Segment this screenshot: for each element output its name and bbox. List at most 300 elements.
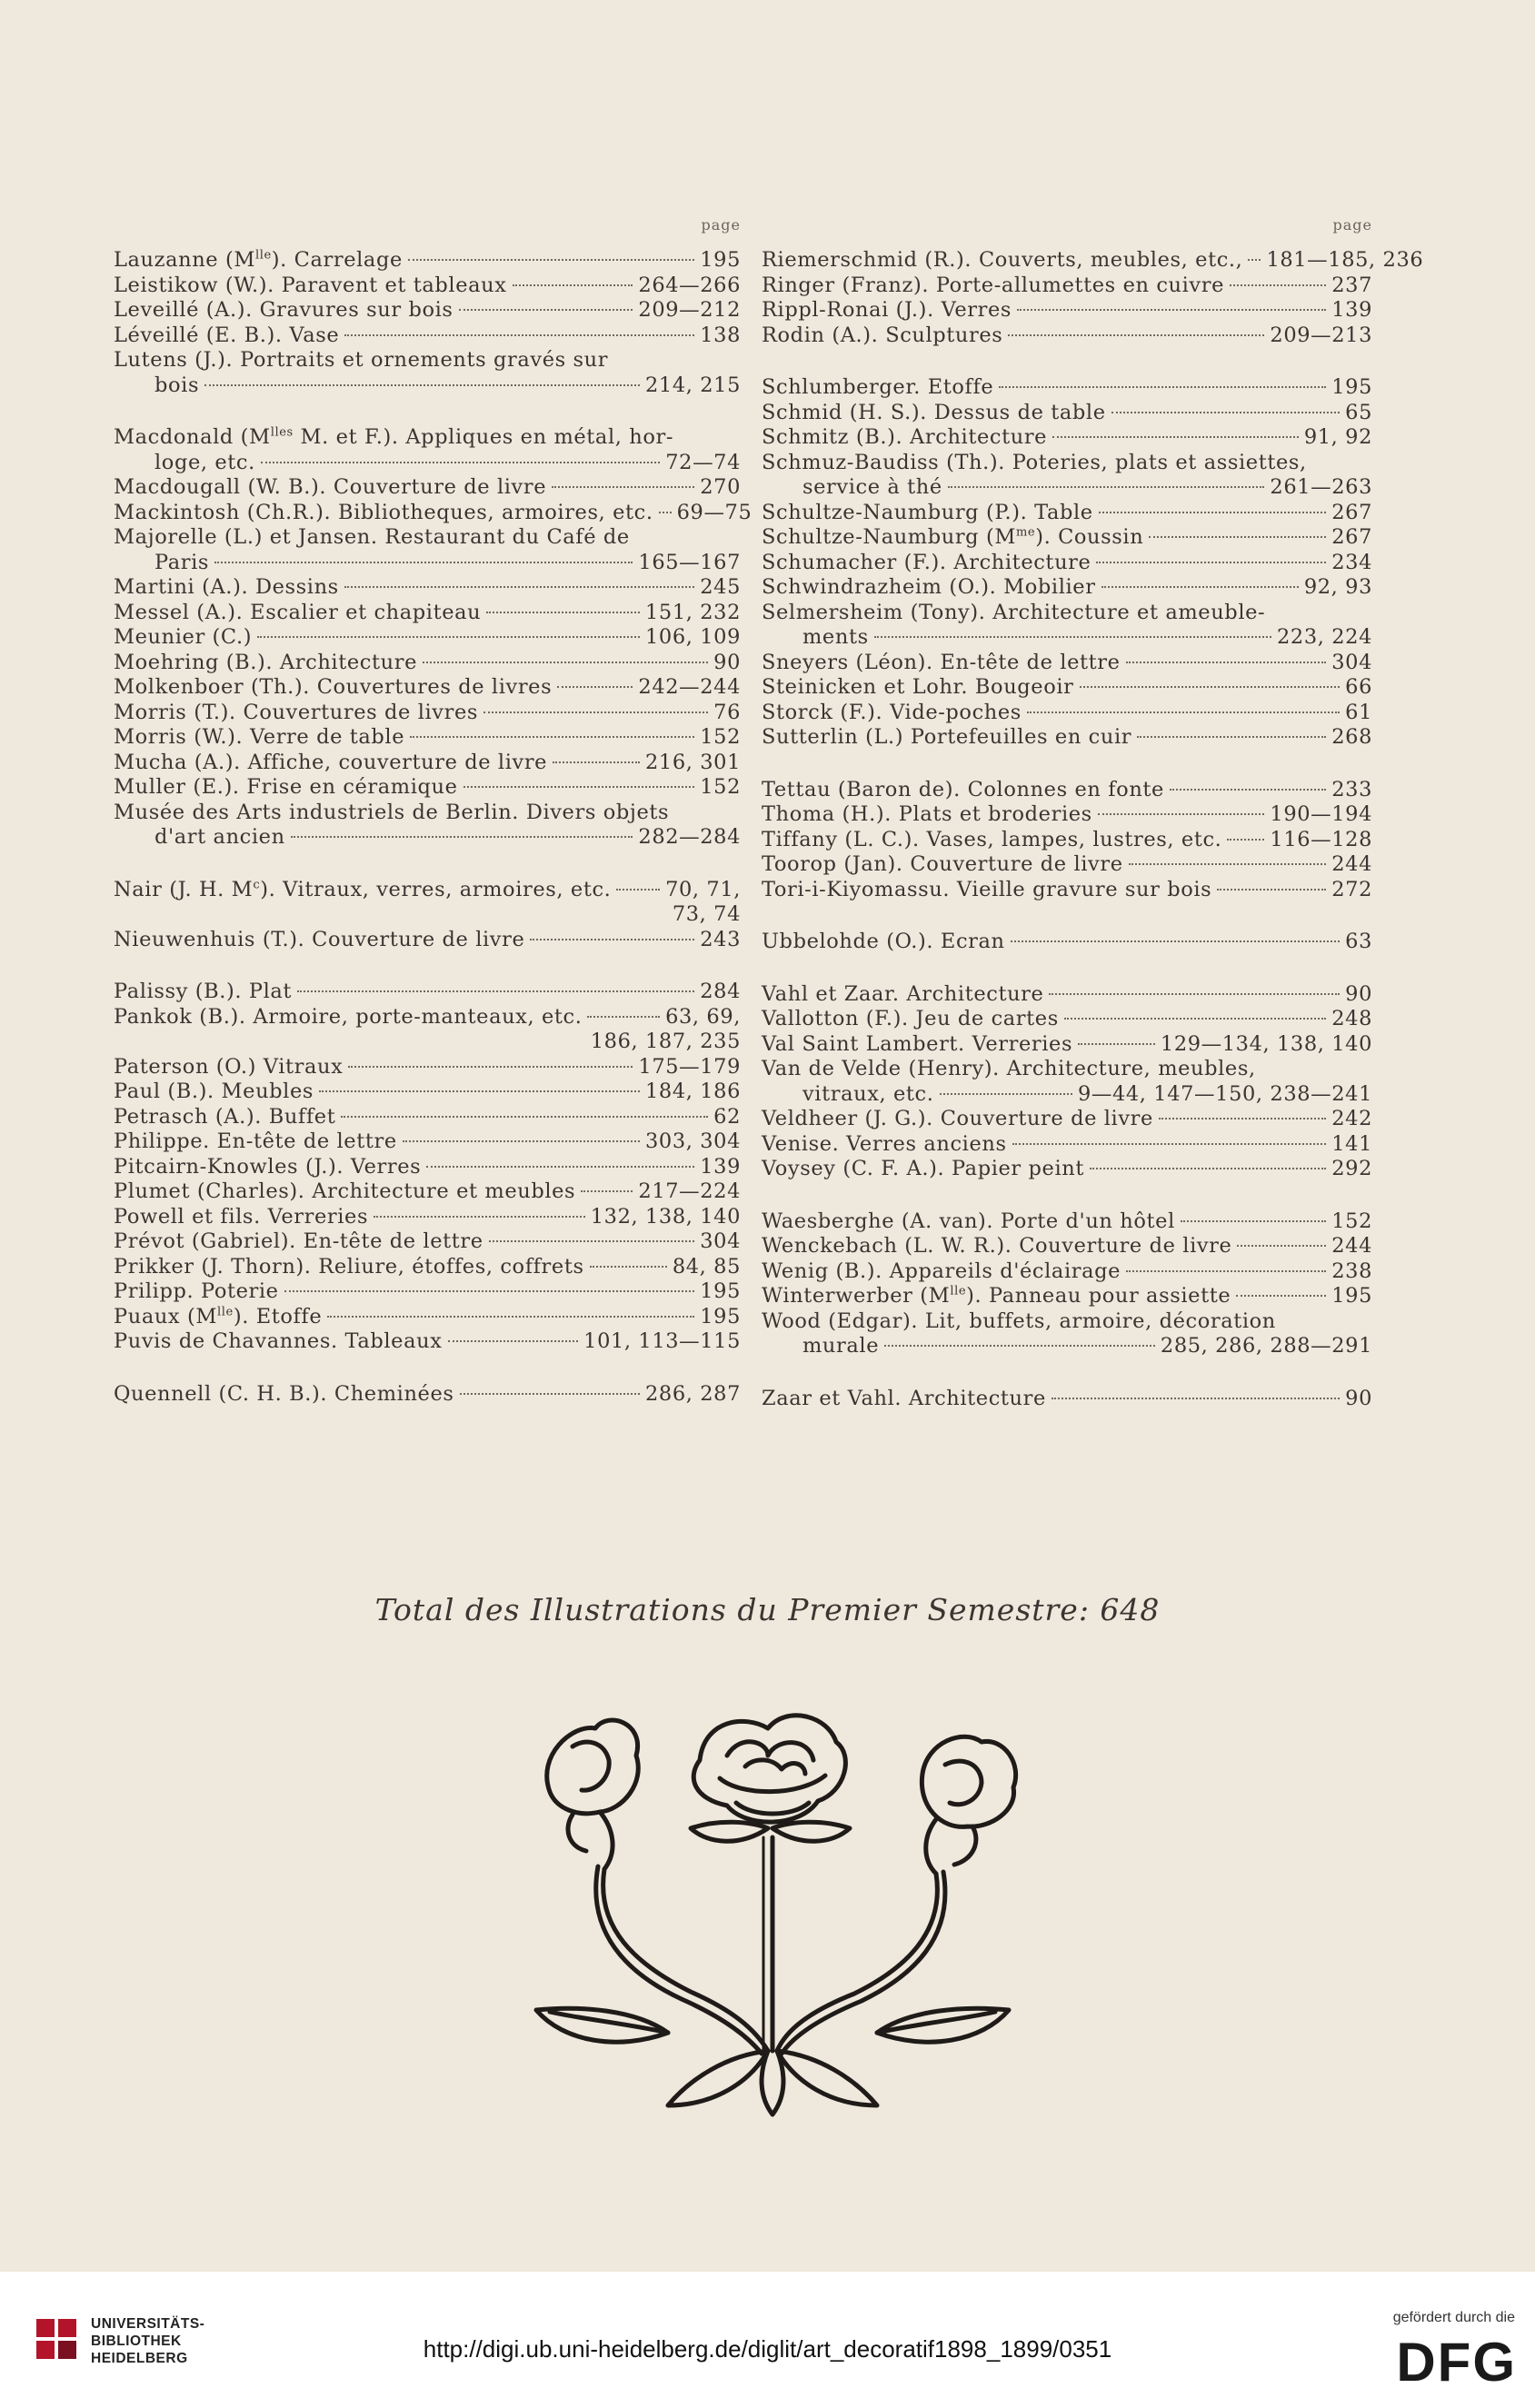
index-entry bbox=[762, 601, 1372, 651]
entry-text: Paterson (O.) Vitraux bbox=[114, 1054, 344, 1079]
page-number: 65 bbox=[1345, 400, 1372, 424]
dot-leader bbox=[261, 462, 660, 463]
dot-leader bbox=[403, 1140, 640, 1142]
entry-text: Voysey (C. F. A.). Papier peint bbox=[762, 1157, 1084, 1180]
left-entries bbox=[114, 248, 753, 1407]
page-number: 90 bbox=[1345, 981, 1372, 1006]
entry-line bbox=[762, 323, 1372, 349]
entry-line bbox=[762, 525, 1372, 551]
index-entry bbox=[114, 1255, 741, 1280]
index-entry bbox=[762, 878, 1372, 903]
entry-text: Rodin (A.). Sculptures bbox=[762, 323, 1003, 347]
total-illustrations: Total des Illustrations du Premier Semestre: 648 bbox=[374, 1592, 1161, 1627]
page-number: 242—244 bbox=[638, 675, 741, 699]
index-group bbox=[114, 425, 753, 851]
index-entry bbox=[114, 980, 741, 1005]
entry-text: Prikker (J. Thorn). Reliure, étoffes, coffrets bbox=[114, 1254, 584, 1279]
entry-line bbox=[762, 1107, 1372, 1132]
entry-text: Tiffany (L. C.). Vases, lampes, lustres, etc. bbox=[762, 827, 1222, 851]
page-number: 282—284 bbox=[638, 825, 741, 849]
dot-leader bbox=[587, 1016, 660, 1018]
page-number: 132, 138, 140 bbox=[590, 1204, 741, 1229]
index-entry bbox=[762, 852, 1372, 878]
entry-line bbox=[762, 1032, 1372, 1058]
entry-line bbox=[762, 1209, 1372, 1235]
page-number: 267 bbox=[1331, 500, 1372, 524]
entry-text: Muller (E.). Frise en céramique bbox=[114, 775, 458, 799]
dot-leader bbox=[659, 512, 672, 513]
page-number: 139 bbox=[1331, 298, 1372, 322]
entry-line bbox=[114, 1129, 741, 1155]
index-entry bbox=[114, 1205, 741, 1230]
entry-text: 73, 74 bbox=[672, 902, 741, 926]
entry-text: Toorop (Jan). Couverture de livre bbox=[762, 852, 1123, 876]
dot-leader bbox=[590, 1266, 667, 1268]
entry-line bbox=[762, 425, 1372, 451]
entry-line bbox=[762, 248, 1424, 274]
entry-text: Plumet (Charles). Architecture et meubles bbox=[114, 1179, 576, 1203]
entry-text: loge, etc. bbox=[154, 450, 255, 474]
dot-leader bbox=[1159, 1118, 1326, 1119]
index-entry bbox=[762, 701, 1372, 726]
dot-leader bbox=[423, 662, 708, 663]
entry-text: Paul (B.). Meubles bbox=[114, 1080, 314, 1103]
page-number: 272 bbox=[1331, 877, 1372, 901]
entry-text: Molkenboer (Th.). Couvertures de livres bbox=[114, 675, 553, 699]
entry-line bbox=[762, 852, 1372, 878]
dot-leader bbox=[1227, 839, 1264, 841]
index-entry bbox=[114, 248, 741, 274]
dot-leader bbox=[1129, 863, 1327, 865]
index-group bbox=[762, 375, 1372, 751]
dot-leader bbox=[1078, 1043, 1155, 1045]
page-number: 90 bbox=[713, 650, 741, 674]
entry-text: Messel (A.). Escalier et chapiteau bbox=[114, 600, 482, 624]
dot-leader bbox=[1230, 284, 1326, 286]
entry-text: Pankok (B.). Armoire, porte-manteaux, etc. bbox=[114, 1004, 583, 1029]
index-entry bbox=[762, 1284, 1372, 1309]
index-entry bbox=[762, 1259, 1372, 1285]
entry-text: Schultze-Naumburg $(M^{me})$. Coussin bbox=[762, 525, 1144, 549]
index-entry bbox=[114, 1105, 741, 1130]
dot-leader bbox=[1064, 1018, 1326, 1020]
index-entry bbox=[762, 1057, 1372, 1107]
entry-line bbox=[762, 725, 1372, 751]
page-number: 264—266 bbox=[638, 273, 741, 297]
entry-line bbox=[762, 1132, 1372, 1158]
entry-line bbox=[114, 525, 741, 551]
index-entry bbox=[114, 475, 741, 501]
page-number: 9—44, 147—150, 238—241 bbox=[1077, 1081, 1372, 1106]
dot-leader bbox=[1017, 309, 1326, 311]
entry-text: Wood (Edgar). Lit, buffets, armoire, décoration bbox=[762, 1308, 1276, 1333]
page-number: 101, 113—115 bbox=[583, 1329, 741, 1353]
entry-line bbox=[762, 1007, 1372, 1032]
index-entry bbox=[114, 775, 741, 801]
index-group bbox=[762, 930, 1372, 955]
entry-text: Morris (W.). Verre de table bbox=[114, 725, 405, 749]
page-number: 129—134, 138, 140 bbox=[1160, 1031, 1372, 1056]
entry-line bbox=[114, 625, 741, 651]
entry-line bbox=[762, 1284, 1372, 1309]
entry-line bbox=[762, 778, 1372, 803]
entry-line bbox=[762, 601, 1372, 626]
entry-text: Lauzanne $(M^{lle})$. Carrelage bbox=[114, 248, 403, 272]
page-number: 223, 224 bbox=[1277, 625, 1372, 649]
dot-leader bbox=[344, 334, 694, 336]
page-number: 152 bbox=[1331, 1209, 1372, 1233]
page-number: 286, 287 bbox=[645, 1381, 741, 1406]
page-number: 116—128 bbox=[1270, 827, 1372, 851]
entry-line bbox=[114, 475, 741, 501]
page-number: 175—179 bbox=[638, 1054, 741, 1079]
dot-leader bbox=[1181, 1220, 1326, 1222]
dot-leader bbox=[553, 761, 640, 763]
page-number: 303, 304 bbox=[645, 1129, 741, 1153]
dot-leader bbox=[513, 284, 633, 286]
index-entry bbox=[114, 751, 741, 776]
dot-leader bbox=[1137, 736, 1326, 738]
dot-leader bbox=[319, 1090, 640, 1092]
page-number: 76 bbox=[713, 700, 741, 724]
dot-leader bbox=[344, 586, 694, 588]
entry-text: bois bbox=[154, 373, 200, 397]
page-number: 285, 286, 288—291 bbox=[1160, 1334, 1372, 1358]
dot-leader bbox=[448, 1340, 579, 1342]
entry-line bbox=[762, 551, 1372, 576]
index-group bbox=[114, 1382, 741, 1408]
dot-leader bbox=[1052, 1398, 1340, 1399]
dot-leader bbox=[1012, 1143, 1327, 1145]
index-entry bbox=[762, 828, 1372, 853]
page-number: 304 bbox=[700, 1229, 741, 1253]
index-entry bbox=[114, 675, 741, 701]
entry-text: Meunier (C.) bbox=[114, 625, 253, 649]
dot-leader bbox=[616, 889, 660, 891]
entry-line bbox=[762, 1334, 1372, 1359]
dot-leader bbox=[1111, 412, 1341, 413]
dot-leader bbox=[291, 836, 633, 838]
entry-line bbox=[114, 1382, 741, 1408]
page-number: 181—185, 236 bbox=[1266, 248, 1424, 272]
entry-text: Léveillé (E. B.). Vase bbox=[114, 323, 340, 347]
page-number: 84, 85 bbox=[672, 1254, 741, 1279]
entry-text: Riemerschmid (R.). Couverts, meubles, etc., bbox=[762, 248, 1243, 272]
index-entry bbox=[762, 651, 1372, 676]
entry-text: Thoma (H.). Plats et broderies bbox=[762, 802, 1092, 826]
dot-leader bbox=[1008, 334, 1264, 336]
dot-leader bbox=[463, 786, 695, 788]
page-column-label: page bbox=[701, 216, 741, 234]
dot-leader bbox=[1049, 993, 1340, 995]
dot-leader bbox=[530, 939, 694, 940]
entry-line bbox=[762, 1387, 1372, 1412]
entry-text: Ringer (Franz). Porte-allumettes en cuivre bbox=[762, 273, 1225, 297]
page-number: 139 bbox=[700, 1154, 741, 1179]
page-number: 284 bbox=[700, 980, 741, 1003]
entry-text: Macdonald ($M^{lles}$ M. et F.). Appliques en métal, hor- bbox=[114, 425, 674, 449]
entry-line bbox=[762, 375, 1372, 401]
entry-line bbox=[114, 1005, 741, 1030]
dot-leader bbox=[459, 309, 633, 311]
entry-line bbox=[114, 1279, 741, 1305]
index-entry bbox=[114, 425, 741, 475]
entry-line bbox=[114, 1030, 741, 1055]
right-entries bbox=[762, 248, 1424, 1411]
index-entry bbox=[762, 802, 1372, 828]
index-entry bbox=[762, 525, 1372, 551]
entry-line bbox=[114, 701, 741, 726]
entry-text: service à thé bbox=[802, 475, 942, 499]
index-entry bbox=[114, 1080, 741, 1105]
entry-text: Vallotton (F.). Jeu de cartes bbox=[762, 1007, 1059, 1030]
dot-leader bbox=[460, 1393, 640, 1395]
index-entry bbox=[114, 1055, 741, 1080]
entry-text: Schumacher (F.). Architecture bbox=[762, 550, 1091, 574]
dot-leader bbox=[348, 1066, 633, 1068]
entry-line bbox=[114, 675, 741, 701]
entry-line bbox=[114, 902, 741, 928]
entry-line bbox=[114, 980, 741, 1005]
entry-text: Val Saint Lambert. Verreries bbox=[762, 1031, 1073, 1056]
page-number: 151, 232 bbox=[645, 600, 741, 624]
page-column-label: page bbox=[1332, 216, 1372, 234]
index-entry bbox=[114, 298, 741, 323]
page-number: 261—263 bbox=[1270, 475, 1372, 499]
entry-line bbox=[114, 451, 741, 476]
dot-leader bbox=[1052, 436, 1299, 438]
entry-line bbox=[114, 1305, 741, 1330]
dot-leader bbox=[204, 384, 640, 386]
dot-leader bbox=[1217, 889, 1326, 891]
index-group bbox=[114, 248, 741, 398]
entry-line bbox=[762, 274, 1372, 299]
entry-line bbox=[114, 825, 741, 851]
entry-line bbox=[762, 828, 1372, 853]
entry-text: Wenig (B.). Appareils d'éclairage bbox=[762, 1259, 1121, 1283]
entry-text: Selmersheim (Tony). Architecture et ameuble- bbox=[762, 600, 1266, 624]
index-group bbox=[762, 982, 1372, 1182]
entry-line bbox=[114, 298, 741, 323]
index-entry bbox=[762, 1157, 1372, 1182]
entry-text: Lutens (J.). Portraits et ornements gravés sur bbox=[114, 348, 609, 372]
entry-text: Martini (A.). Dessins bbox=[114, 575, 339, 599]
dot-leader bbox=[581, 1190, 633, 1192]
index-entry bbox=[762, 375, 1372, 401]
index-group bbox=[114, 980, 741, 1355]
entry-text: Wenckebach (L. W. R.). Couverture de livre bbox=[762, 1234, 1232, 1258]
entry-line bbox=[762, 575, 1372, 601]
page-number: 214, 215 bbox=[645, 373, 741, 397]
entry-line bbox=[762, 878, 1372, 903]
entry-text: Storck (F.). Vide-poches bbox=[762, 700, 1022, 724]
entry-line bbox=[762, 701, 1372, 726]
entry-text: Prévot (Gabriel). En-tête de lettre bbox=[114, 1229, 483, 1253]
entry-line bbox=[114, 274, 741, 299]
dfg-logo: DFG bbox=[1396, 2332, 1517, 2393]
entry-line bbox=[762, 651, 1372, 676]
entry-text: Majorelle (L.) et Jansen. Restaurant du Café de bbox=[114, 525, 630, 549]
entry-line bbox=[114, 1255, 741, 1280]
index-entry bbox=[762, 778, 1372, 803]
dot-leader bbox=[410, 736, 694, 738]
page-number: 270 bbox=[700, 475, 741, 499]
index-entry bbox=[114, 500, 753, 526]
index-column-right bbox=[762, 214, 1424, 1438]
entry-text: Schmuz-Baudiss (Th.). Poteries, plats et assiettes, bbox=[762, 450, 1307, 474]
entry-line bbox=[114, 551, 741, 576]
entry-text: ments bbox=[802, 625, 869, 649]
entry-text: Nair (J. H. $M^c$). Vitraux, verres, armoires, etc. bbox=[114, 877, 612, 901]
page-number: 209—213 bbox=[1270, 323, 1372, 347]
index-entry bbox=[762, 1309, 1372, 1359]
dot-leader bbox=[483, 711, 708, 713]
entry-text: murale bbox=[802, 1334, 880, 1358]
index-entry bbox=[114, 801, 741, 851]
entry-line bbox=[762, 930, 1372, 955]
index-entry bbox=[114, 323, 741, 349]
entry-line bbox=[114, 373, 741, 399]
entry-line bbox=[114, 500, 753, 526]
page-number: 141 bbox=[1331, 1131, 1372, 1156]
page-number: 292 bbox=[1331, 1157, 1372, 1180]
page-number: 237 bbox=[1331, 273, 1372, 297]
dot-leader bbox=[1237, 1245, 1326, 1247]
entry-text: Schmid (H. S.). Dessus de table bbox=[762, 400, 1106, 424]
page-number: 216, 301 bbox=[645, 750, 741, 774]
entry-text: Philippe. En-tête de lettre bbox=[114, 1129, 397, 1153]
entry-text: Pitcairn-Knowles (J.). Verres bbox=[114, 1154, 422, 1179]
index-entry bbox=[762, 675, 1372, 701]
page-number: 92, 93 bbox=[1303, 575, 1372, 599]
entry-line bbox=[762, 1157, 1372, 1182]
entry-line bbox=[114, 1229, 741, 1255]
entry-text: Sneyers (Léon). En-tête de lettre bbox=[762, 650, 1121, 674]
dot-leader bbox=[1099, 512, 1327, 513]
index-entry bbox=[114, 1329, 741, 1355]
page-number: 152 bbox=[700, 725, 741, 749]
index-entry bbox=[114, 928, 741, 953]
entry-line bbox=[762, 401, 1372, 426]
index-entry bbox=[762, 1387, 1372, 1412]
dot-leader bbox=[1170, 789, 1326, 791]
entry-line bbox=[762, 1057, 1372, 1082]
index-entry bbox=[762, 1132, 1372, 1158]
entry-text: Steinicken et Lohr. Bougeoir bbox=[762, 675, 1074, 699]
page-number: 66 bbox=[1345, 675, 1372, 699]
entry-line bbox=[762, 1234, 1372, 1259]
entry-text: Petrasch (A.). Buffet bbox=[114, 1104, 336, 1129]
entry-line bbox=[114, 878, 741, 903]
entry-text: Macdougall (W. B.). Couverture de livre bbox=[114, 475, 547, 499]
index-entry bbox=[762, 575, 1372, 601]
entry-text: Schultze-Naumburg (P.). Table bbox=[762, 500, 1093, 524]
page-number: 195 bbox=[700, 1304, 741, 1328]
page-number: 62 bbox=[713, 1104, 741, 1129]
dot-leader bbox=[426, 1166, 694, 1168]
dot-leader bbox=[341, 1116, 708, 1118]
dot-leader bbox=[999, 386, 1326, 388]
entry-line bbox=[114, 575, 741, 601]
entry-text: Prilipp. Poterie bbox=[114, 1279, 279, 1303]
dot-leader bbox=[408, 259, 694, 261]
index-entry bbox=[762, 401, 1372, 426]
index-entry bbox=[114, 1129, 741, 1155]
entry-line bbox=[762, 1082, 1372, 1108]
dot-leader bbox=[552, 486, 694, 488]
entry-text: Palissy (B.). Plat bbox=[114, 980, 293, 1003]
source-url[interactable]: http://digi.ub.uni-heidelberg.de/diglit/art_decoratif1898_1899/0351 bbox=[423, 2335, 1112, 2363]
entry-text: Zaar et Vahl. Architecture bbox=[762, 1386, 1046, 1410]
entry-line bbox=[114, 1179, 741, 1205]
entry-text: Musée des Arts industriels de Berlin. Divers objets bbox=[114, 800, 670, 824]
index-entry bbox=[762, 501, 1372, 526]
entry-text: Mucha (A.). Affiche, couverture de livre bbox=[114, 750, 548, 774]
entry-text: Paris bbox=[154, 550, 210, 574]
index-entry bbox=[762, 425, 1372, 451]
index-group bbox=[114, 878, 741, 953]
page-number: 152 bbox=[700, 775, 741, 799]
entry-text: Schmitz (B.). Architecture bbox=[762, 425, 1048, 449]
entry-line bbox=[762, 1259, 1372, 1285]
entry-text: Moehring (B.). Architecture bbox=[114, 650, 417, 674]
entry-line bbox=[114, 248, 741, 274]
entry-text: Vahl et Zaar. Architecture bbox=[762, 981, 1044, 1006]
index-group bbox=[762, 248, 1424, 348]
dot-leader bbox=[1090, 1168, 1326, 1169]
dot-leader bbox=[486, 612, 640, 613]
entry-line bbox=[762, 802, 1372, 828]
dot-leader bbox=[214, 562, 633, 563]
entry-text: Puvis de Chavannes. Tableaux bbox=[114, 1329, 443, 1353]
index-entry bbox=[114, 878, 741, 928]
dot-leader bbox=[1126, 662, 1327, 663]
page-number: 165—167 bbox=[638, 550, 741, 574]
index-entry bbox=[114, 348, 741, 398]
index-entry bbox=[114, 1005, 741, 1055]
page-number: 244 bbox=[1331, 852, 1372, 876]
dot-leader bbox=[1126, 1270, 1326, 1272]
entry-text: Leistikow (W.). Paravent et tableaux bbox=[114, 273, 507, 297]
entry-line bbox=[114, 1105, 741, 1130]
entry-text: Puaux $(M^{lle})$. Etoffe bbox=[114, 1304, 323, 1328]
entry-text: Powell et fils. Verreries bbox=[114, 1204, 369, 1229]
entry-line bbox=[114, 928, 741, 953]
entry-line bbox=[114, 1155, 741, 1180]
entry-line bbox=[114, 725, 741, 751]
entry-line bbox=[114, 425, 741, 451]
page-number: 90 bbox=[1345, 1386, 1372, 1410]
page-number: 63, 69, bbox=[665, 1004, 741, 1029]
index-entry bbox=[114, 651, 741, 676]
page-number: 63 bbox=[1345, 930, 1372, 953]
index-entry bbox=[762, 451, 1372, 501]
entry-line bbox=[762, 625, 1372, 651]
entry-text: Morris (T.). Couvertures de livres bbox=[114, 700, 479, 724]
entry-line bbox=[762, 982, 1372, 1008]
dot-leader bbox=[1101, 586, 1299, 588]
index-entry bbox=[114, 1305, 741, 1330]
index-entry bbox=[762, 248, 1424, 274]
page-number: 195 bbox=[1331, 1284, 1372, 1308]
index-entry bbox=[762, 551, 1372, 576]
rose-ornament bbox=[509, 1692, 1036, 2119]
dot-leader bbox=[374, 1216, 585, 1218]
entry-line bbox=[114, 1055, 741, 1080]
entry-text: 186, 187, 235 bbox=[590, 1030, 741, 1053]
entry-text: d'art ancien bbox=[154, 825, 285, 849]
page-number: 217—224 bbox=[638, 1179, 741, 1203]
